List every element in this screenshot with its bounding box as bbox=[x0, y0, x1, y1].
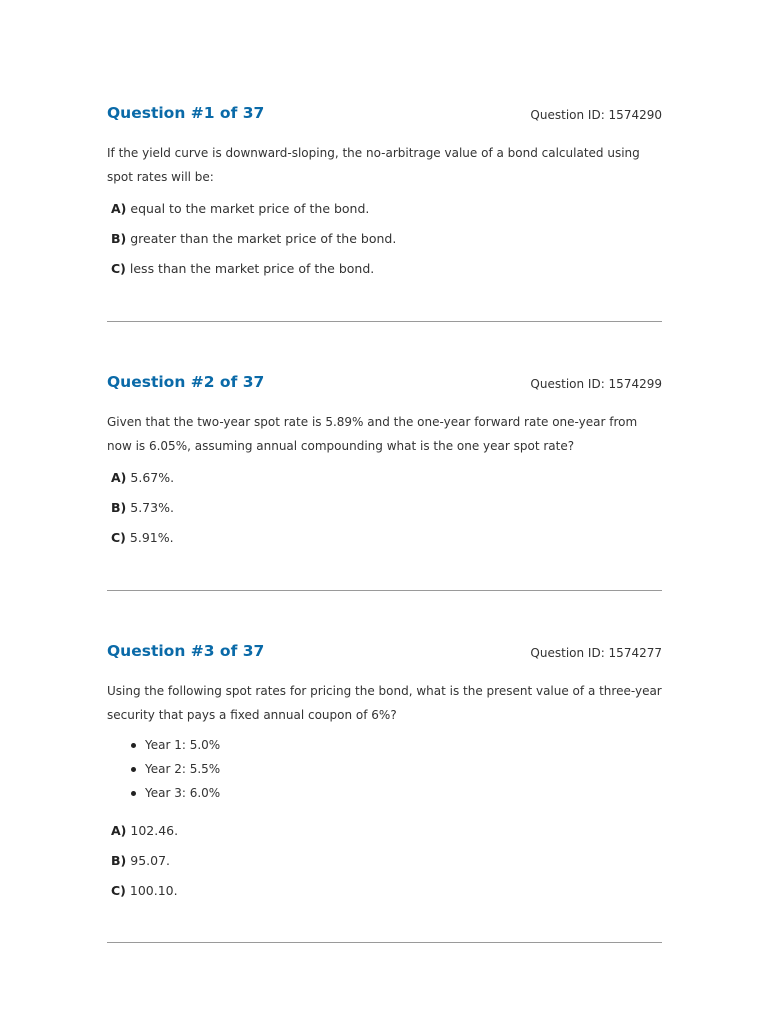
option-text: 5.73%. bbox=[130, 500, 174, 515]
option-text: 95.07. bbox=[130, 853, 171, 868]
question-title: Question #1 of 37 bbox=[107, 104, 265, 122]
answer-option-c[interactable] bbox=[111, 523, 662, 553]
option-text: less than the market price of the bond. bbox=[129, 261, 375, 276]
question-text: Using the following spot rates for pricing the bond, what is the present value of a three-year security that pays a fixed annual coupon of 6%? bbox=[107, 684, 662, 722]
spot-rate-item: Year 3: 6.0% bbox=[131, 781, 662, 805]
option-letter: C) bbox=[111, 261, 126, 276]
question-id: Question ID: 1574290 bbox=[530, 108, 662, 122]
option-letter: A) bbox=[111, 201, 127, 216]
question-block-3 bbox=[107, 642, 662, 906]
question-divider bbox=[107, 321, 662, 322]
option-text: greater than the market price of the bond. bbox=[130, 231, 397, 246]
option-letter: B) bbox=[111, 231, 127, 246]
answer-options bbox=[107, 194, 662, 284]
spot-rate-item: Year 2: 5.5% bbox=[131, 757, 662, 781]
answer-option-a[interactable] bbox=[111, 463, 662, 493]
answer-option-c[interactable] bbox=[111, 876, 662, 906]
question-text: Given that the two-year spot rate is 5.89% and the one-year forward rate one-year from now is 6.05%, assuming annual compounding what is the one year spot rate? bbox=[107, 415, 638, 453]
option-text: 5.67%. bbox=[130, 470, 175, 485]
question-id: Question ID: 1574299 bbox=[530, 377, 662, 391]
question-header bbox=[107, 642, 662, 672]
question-title: Question #3 of 37 bbox=[107, 642, 265, 660]
answer-option-b[interactable] bbox=[111, 493, 662, 523]
spot-rate-item: Year 1: 5.0% bbox=[131, 733, 662, 757]
answer-option-b[interactable] bbox=[111, 224, 662, 254]
question-header bbox=[107, 373, 662, 403]
answer-options bbox=[107, 816, 662, 906]
answer-option-a[interactable] bbox=[111, 194, 662, 224]
question-id: Question ID: 1574277 bbox=[530, 646, 662, 660]
answer-option-c[interactable] bbox=[111, 254, 662, 284]
answer-options bbox=[107, 463, 662, 553]
option-letter: C) bbox=[111, 530, 126, 545]
question-divider bbox=[107, 942, 662, 943]
question-divider bbox=[107, 590, 662, 591]
option-text: 5.91%. bbox=[129, 530, 174, 545]
question-header bbox=[107, 104, 662, 134]
spot-rate-list bbox=[107, 733, 662, 805]
option-text: 102.46. bbox=[130, 823, 179, 838]
option-letter: B) bbox=[111, 500, 127, 515]
question-block-2 bbox=[107, 373, 662, 553]
option-letter: A) bbox=[111, 470, 127, 485]
answer-option-b[interactable] bbox=[111, 846, 662, 876]
option-letter: C) bbox=[111, 883, 126, 898]
question-title: Question #2 of 37 bbox=[107, 373, 265, 391]
option-text: equal to the market price of the bond. bbox=[130, 201, 370, 216]
question-text: If the yield curve is downward-sloping, the no-arbitrage value of a bond calculated using spot rates will be: bbox=[107, 146, 640, 184]
option-text: 100.10. bbox=[129, 883, 178, 898]
question-block-1 bbox=[107, 104, 662, 284]
answer-option-a[interactable] bbox=[111, 816, 662, 846]
option-letter: A) bbox=[111, 823, 127, 838]
option-letter: B) bbox=[111, 853, 127, 868]
